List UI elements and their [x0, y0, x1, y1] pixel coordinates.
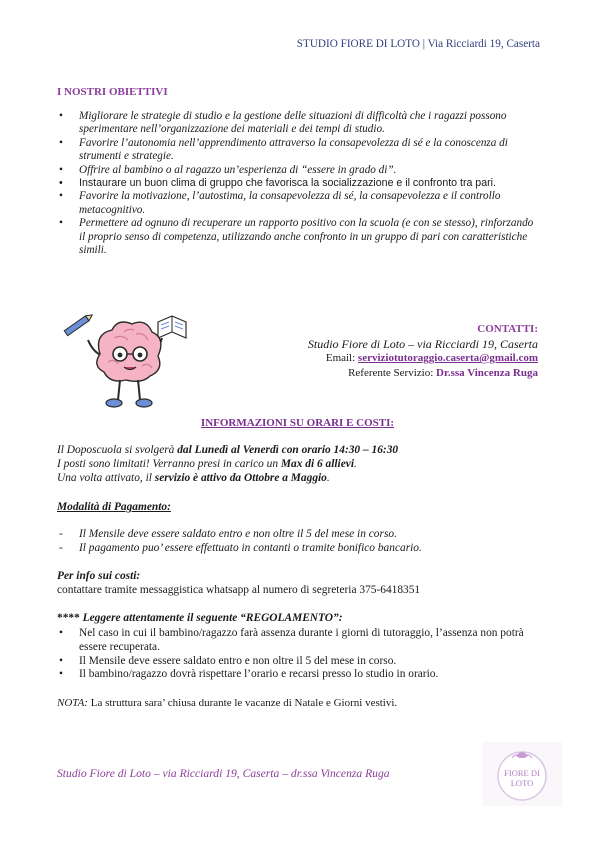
page-header: STUDIO FIORE DI LOTO | Via Ricciardi 19, Caserta [296, 38, 540, 50]
rule-item: • Il Mensile deve essere saldato entro e non oltre il 5 del mese in corso. [57, 655, 547, 669]
page-footer: Studio Fiore di Loto – via Ricciardi 19, Caserta – dr.ssa Vincenza Ruga [57, 767, 390, 780]
referent-label: Referente Servizio: [348, 366, 437, 379]
info-line-3 [57, 472, 547, 486]
contacts-email-row [308, 351, 538, 366]
contacts-block [308, 322, 538, 380]
payment-item: - Il Mensile deve essere saldato entro e non oltre il 5 del mese in corso. [57, 528, 547, 542]
contacts-title: CONTATTI: [477, 323, 538, 335]
payment-item: - Il pagamento puo’ essere effettuato in contanti o tramite bonifico bancario. [57, 542, 547, 556]
note-text: La struttura sara’ chiusa durante le vacanze di Natale e Giorni vestivi. [87, 697, 398, 709]
rules-stars: **** [57, 612, 83, 624]
rules-list [57, 627, 547, 682]
costs-title: Per info sui costi: [57, 570, 141, 582]
objective-item: • Instaurare un buon clima di gruppo che favorisca la socializzazione e il confronto tra pari. [57, 177, 542, 190]
email-link[interactable]: serviziotutoraggio.caserta@gmail.com [357, 352, 538, 364]
rule-item: • Il bambino/ragazzo dovrà rispettare l’orario e recarsi presso lo studio in orario. [57, 668, 547, 682]
info-line-2-end: . [354, 457, 357, 470]
logo-line-2: LOTO [510, 778, 534, 788]
payment-list [57, 528, 547, 556]
costs-text: contattare tramite messaggistica whatsapp al numero di segreteria 375-6418351 [57, 584, 421, 596]
objective-item: • Migliorare le strategie di studio e la gestione delle situazioni di difficoltà che i ragazzi possono sperimentare nell’organizzazione dei materiali e dei tempi di studio. [57, 110, 542, 137]
info-line-3-bold: servizio è attivo da Ottobre a Maggio [154, 471, 327, 484]
referent-name: Dr.ssa Vincenza Ruga [436, 366, 538, 379]
info-line-3-text: Una volta attivato, il [57, 471, 155, 484]
info-line-1-bold: dal Lunedì al Venerdì con orario 14:30 – 16:30 [177, 444, 399, 456]
objectives-list [57, 110, 542, 257]
info-line-1-text: Il Doposcuola si svolgerà [57, 444, 178, 456]
info-line-2-text: I posti sono limitati! Verranno presi in carico un [57, 457, 281, 470]
rule-item: • Nel caso in cui il bambino/ragazzo farà assenza durante i giorni di tutoraggio, l’assenza non potrà essere recuperata. [57, 627, 547, 655]
note-label: NOTA: [57, 697, 88, 709]
info-line-2-bold: Max di 6 allievi [280, 457, 354, 470]
contacts-address: Studio Fiore di Loto – via Ricciardi 19, Caserta [307, 336, 538, 351]
objective-item: • Offrire al bambino o al ragazzo un’esperienza di “essere in grado di”. [57, 164, 542, 177]
note [57, 697, 547, 711]
brain-reading-book-icon [58, 304, 193, 414]
objectives-title: I NOSTRI OBIETTIVI [57, 86, 168, 98]
info-line-1 [57, 444, 547, 458]
objective-item: • Favorire la motivazione, l’autostima, la consapevolezza di sé, la consapevolezza e il controllo metacognitivo. [57, 190, 542, 217]
info-block [57, 444, 547, 485]
logo-line-1: FIORE DI [504, 768, 540, 778]
lotus-logo-icon [482, 742, 562, 806]
rules-title [57, 612, 547, 626]
contacts-referent-row [308, 366, 538, 381]
info-line-3-end: . [326, 471, 330, 484]
info-line-2 [57, 458, 547, 472]
objective-item: • Permettere ad ognuno di recuperare un rapporto positivo con la scuola (e con se stesso), rinforzando il proprio senso di competenza, utilizzando anche confronto in un gruppo di pari con caratteristiche simili. [57, 217, 542, 257]
payment-title: Modalità di Pagamento: [57, 501, 171, 513]
objective-item: • Favorire l’autonomia nell’apprendimento attraverso la consapevolezza di sé e la conoscenza di strumenti e strategie. [57, 137, 542, 164]
info-title: INFORMAZIONI SU ORARI E COSTI: [200, 417, 395, 429]
rules-title-text: Leggere attentamente il seguente “REGOLAMENTO”: [82, 612, 343, 624]
email-label: Email: [325, 352, 358, 364]
